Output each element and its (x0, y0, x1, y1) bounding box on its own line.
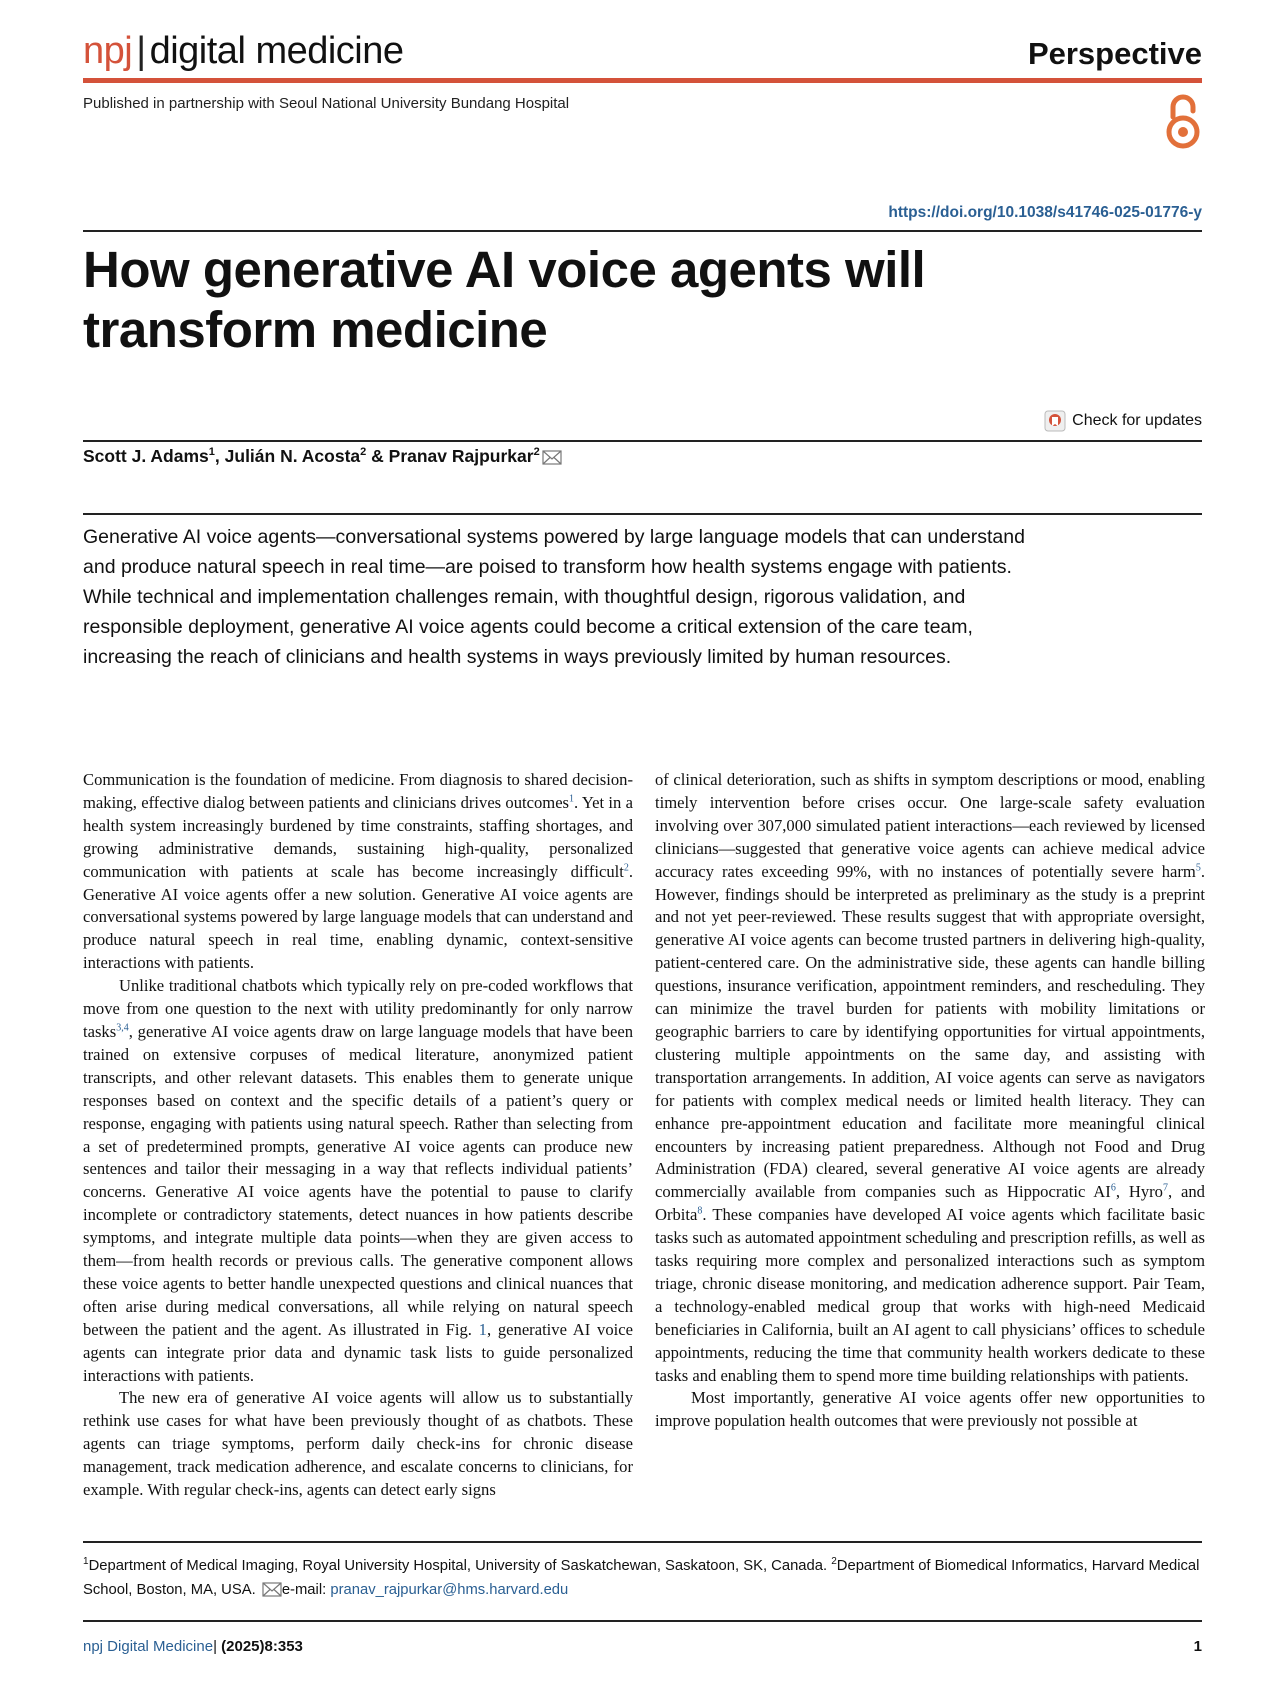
journal-separator: | (136, 30, 146, 72)
journal-name: digital medicine (149, 30, 404, 72)
journal-npj: npj (83, 30, 133, 72)
open-access-icon (1164, 93, 1202, 151)
affiliation: Department of Medical Imaging, Royal University Hospital, University of Saskatchewan, Saskatoon, SK, Canada. (88, 1557, 832, 1574)
affiliations (83, 1550, 1203, 1602)
author-affil: 2 (533, 446, 540, 459)
header-rule (83, 78, 1202, 83)
authors-rule (83, 440, 1202, 442)
doi-rule (83, 230, 1202, 232)
citation-ref[interactable]: 1 (569, 793, 575, 805)
footer-separator: | (213, 1638, 222, 1655)
abstract-rule (83, 513, 1202, 515)
affil-number: 1 (83, 1556, 89, 1567)
paragraph: Unlike traditional chatbots which typically rely on pre-coded workflows that move from one question to the next with utility predominantly for only narrow tasks$^{3,4}$, generative AI voice agents draw on large language models that have been trained on extensive corpuses of medical literature, anonymized patient transcripts, and other relevant datasets. This enables them to generate unique responses based on context and the specific details of a patient’s query or response, engaging with patients using natural speech. Rather than selecting from a set of predetermined prompts, generative AI voice agents can produce new sentences and tailor their messaging in a way that reflects individual patients’ concerns. Generative AI voice agents have the potential to pause to clarify incomplete or contradictory statements, detect nuances in how patients describe symptoms, and integrate multiple data points—when they are given access to them—from health records or previous calls. The generative component allows these voice agents to better handle unexpected questions and clinical nuances that often arise during medical conversations, all while relying on natural speech between the patient and the agent. As illustrated in Fig. 1, generative AI voice agents can integrate prior data and dynamic task lists to guide personalized interactions with patients. (83, 976, 633, 1385)
article-title: How generative AI voice agents will transform medicine (83, 241, 926, 358)
check-updates-icon (1044, 410, 1066, 432)
footer-rule (83, 1620, 1202, 1622)
doi-link[interactable]: https://doi.org/10.1038/s41746-025-01776-y (888, 204, 1202, 221)
journal-logo[interactable] (83, 30, 404, 73)
author-name[interactable]: Scott J. Adams (83, 446, 209, 466)
paragraph: Communication is the foundation of medicine. From diagnosis to shared decision-making, effective dialog between patients and clinicians drives outcomes$^1$. Yet in a health system increasingly burdened by time constraints, staffing shortages, and growing administrative demands, sustaining high-quality, personalized communication with patients at scale has become increasingly difficult$^2$. Generative AI voice agents offer a new solution. Generative AI voice agents are conversational systems powered by large language models that can understand and produce natural speech in real time, enabling dynamic, context-sensitive interactions with patients. (83, 770, 633, 973)
check-updates-label: Check for updates (1072, 412, 1202, 429)
figure-ref[interactable]: 1 (478, 1319, 487, 1339)
author-name[interactable]: Pranav Rajpurkar (388, 446, 534, 466)
mail-icon (262, 1582, 282, 1597)
citation-ref[interactable]: 7 (1162, 1182, 1168, 1194)
footer-citation (83, 1638, 303, 1655)
citation-ref[interactable]: 6 (1110, 1182, 1116, 1194)
author-affil: 2 (360, 446, 367, 459)
affil-number: 2 (831, 1556, 837, 1567)
author-name[interactable]: Julián N. Acosta (224, 446, 361, 466)
abstract: Generative AI voice agents—conversational systems powered by large language models that can understand and produce natural speech in real time—are poised to transform how health systems engage with patients. While technical and implementation challenges remain, with thoughtful design, rigorous validation, and responsible deployment, generative AI voice agents could become a critical extension of the care team, increasing the reach of clinicians and health systems in ways previously limited by human resources. (83, 526, 1025, 668)
article-type: Perspective (1027, 36, 1202, 71)
citation-ref[interactable]: 3,4 (116, 1022, 129, 1034)
author-separator: , (214, 446, 225, 466)
body-column-left (83, 769, 633, 1502)
citation-ref[interactable]: 5 (1195, 862, 1201, 874)
paragraph: The new era of generative AI voice agents will allow us to substantially rethink use cases for what have been previously thought of as chatbots. These agents can triage symptoms, perform daily check-ins for chronic disease management, track medication adherence, and escalate concerns to clinicians, for example. With regular check-ins, agents can detect early signs (83, 1388, 633, 1500)
page-number: 1 (1193, 1638, 1202, 1655)
citation-ref[interactable]: 2 (623, 862, 629, 874)
paragraph: of clinical deterioration, such as shifts in symptom descriptions or mood, enabling timely intervention before crises occur. One large-scale safety evaluation involving over 307,000 simulated patient interactions—each reviewed by licensed clinicians—suggested that generative voice agents can achieve medical advice accuracy rates exceeding 99%, with no instances of potentially severe harm$^5$. However, findings should be interpreted as preliminary as the study is a preprint and not yet peer-reviewed. These results suggest that with appropriate oversight, generative AI voice agents can become trusted partners in delivering high-quality, patient-centered care. On the administrative side, these agents can handle billing questions, insurance verification, appointment reminders, and rescheduling. They can minimize the travel burden for patients with mobility limitations or geographic barriers to care by identifying opportunities for virtual appointments, clustering multiple appointments on the same day, and assisting with transportation arrangements. In addition, AI voice agents can serve as navigators for patients with complex medical needs or limited health literacy. They can enhance pre-appointment education and facilitate more meaningful clinical encounters by increasing patient preparedness. Although not Food and Drug Administration (FDA) cleared, several generative AI voice agents are already commercially available from companies such as Hippocratic $AI^6$, Hyro$^7$, and Orbita$^8$. These companies have developed AI voice agents which facilitate basic tasks such as automated appointment scheduling and prescription refills, as well as tasks requiring more complex and personalized interactions such as symptom triage, chronic disease monitoring, and medication adherence support. Pair Team, a technology-enabled medical group that works with high-need Medicaid beneficiaries in California, built an AI agent to call physicians’ offices to schedule appointments, reducing the time that community health workers dedicate to these tasks and enabling them to spend more time building relationships with patients. (655, 770, 1205, 1385)
author-list (83, 446, 562, 467)
author-separator: & (366, 446, 389, 466)
footnote-rule (83, 1541, 1202, 1543)
citation-ref[interactable]: 8 (697, 1205, 703, 1217)
author-affil: 1 (208, 446, 215, 459)
partnership-note: Published in partnership with Seoul National University Bundang Hospital (83, 95, 570, 112)
check-updates-button[interactable] (1044, 410, 1202, 432)
footer-journal-link[interactable]: npj Digital Medicine (83, 1638, 214, 1655)
email-link[interactable]: pranav_rajpurkar@hms.harvard.edu (330, 1581, 569, 1598)
footer-volume: (2025)8:353 (221, 1638, 303, 1655)
email-label: e-mail: (281, 1581, 331, 1598)
paragraph: Most importantly, generative AI voice agents offer new opportunities to improve population health outcomes that were previously not possible at (655, 1388, 1205, 1431)
body-column-right (655, 769, 1205, 1433)
mail-icon[interactable] (542, 450, 562, 465)
affiliation: Department of Biomedical Informatics, Harvard Medical School, Boston, MA, USA. (83, 1557, 1200, 1598)
